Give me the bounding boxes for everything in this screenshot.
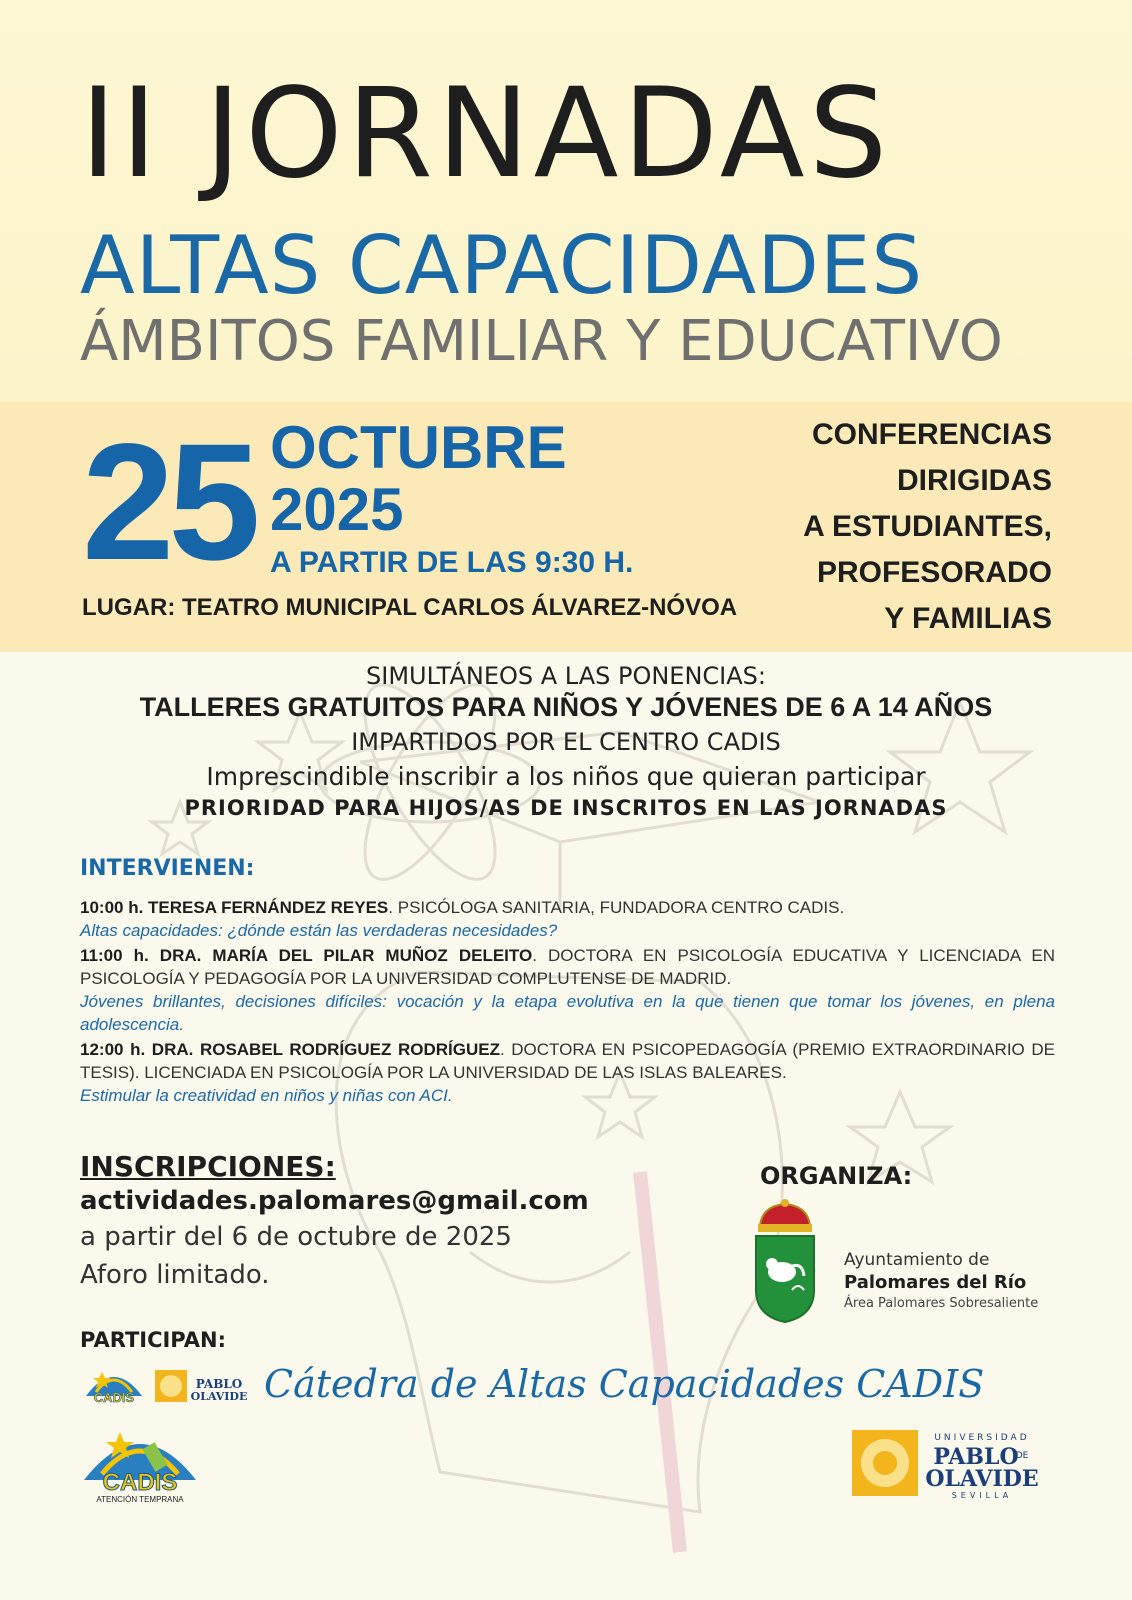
speaker-name: 10:00 h. TERESA FERNÁNDEZ REYES xyxy=(80,898,389,917)
speaker-entry xyxy=(80,896,1055,919)
cadis-logo-subtext: ATENCIÓN TEMPRANA xyxy=(96,1495,184,1504)
upo-logo-text: PABLO xyxy=(933,1444,1019,1470)
speaker-name: 11:00 h. DRA. MARÍA DEL PILAR MUÑOZ DELEITO xyxy=(80,946,533,965)
speaker-desc: . PSICÓLOGA SANITARIA, FUNDADORA CENTRO CADIS. xyxy=(388,898,845,917)
title-line2: ALTAS CAPACIDADES xyxy=(80,219,924,312)
speaker-desc: . DOCTORA EN PSICOLOGÍA EDUCATIVA Y LICENCIADA EN PSICOLOGÍA Y PEDAGOGÍA POR LA UNIVERSIDAD COMPLUTENSE DE MADRID. xyxy=(80,946,1055,988)
upo-logo-text: OLAVIDE xyxy=(925,1466,1039,1492)
speaker-entry xyxy=(80,1038,1055,1084)
registration-email[interactable]: actividades.palomares@gmail.com xyxy=(80,1186,589,1216)
audience-line: A ESTUDIANTES, xyxy=(803,510,1052,543)
registration-date: a partir del 6 de octubre de 2025 xyxy=(80,1222,512,1252)
upo-logo-text: PABLO xyxy=(195,1377,243,1391)
organizer-heading: ORGANIZA: xyxy=(760,1162,913,1190)
speakers-heading: INTERVIENEN: xyxy=(80,856,255,881)
event-time: A PARTIR DE LAS 9:30 H. xyxy=(270,546,634,579)
event-month: OCTUBRE xyxy=(270,414,567,481)
workshops-title: TALLERES GRATUITOS PARA NIÑOS Y JÓVENES DE 6 A 14 AÑOS xyxy=(139,692,993,722)
cadis-logo-large xyxy=(78,1418,202,1504)
upo-logo-text: UNIVERSIDAD xyxy=(934,1433,1030,1443)
workshops-intro: SIMULTÁNEOS A LAS PONENCIAS: xyxy=(366,662,766,690)
speaker-name: 12:00 h. DRA. ROSABEL RODRÍGUEZ RODRÍGUEZ xyxy=(80,1040,500,1059)
organizer-line3: Área Palomares Sobresaliente xyxy=(844,1296,1039,1311)
cadis-logo-text: CADIS xyxy=(93,1390,135,1405)
audience-line: DIRIGIDAS xyxy=(896,464,1052,497)
upo-logo-large xyxy=(852,1428,1040,1500)
upo-logo-text: DE xyxy=(1015,1451,1029,1461)
audience-line: PROFESORADO xyxy=(816,556,1052,589)
speaker-desc: . DOCTORA EN PSICOPEDAGOGÍA (PREMIO EXTRAORDINARIO DE TESIS). LICENCIADA EN PSICOLOGÍA POR LA UNIVERSIDAD DE LAS ISLAS BALEARES. xyxy=(80,1040,1055,1082)
cadis-logo-text: CADIS xyxy=(102,1469,178,1496)
upo-logo-text: SEVILLA xyxy=(951,1491,1013,1500)
event-year: 2025 xyxy=(270,476,404,543)
upo-logo-small xyxy=(153,1362,249,1408)
title-line1: II JORNADAS xyxy=(80,62,892,206)
audience-line: CONFERENCIAS xyxy=(811,418,1052,451)
audience-line: Y FAMILIAS xyxy=(884,602,1052,635)
organizer-line1: Ayuntamiento de xyxy=(844,1250,990,1270)
talk-title: Altas capacidades: ¿dónde están las verdaderas necesidades? xyxy=(80,921,558,940)
speakers-list xyxy=(80,896,1055,1109)
participants-heading: PARTICIPAN: xyxy=(80,1328,226,1352)
event-place: LUGAR: TEATRO MUNICIPAL CARLOS ÁLVAREZ-NÓVOA xyxy=(82,594,738,621)
workshops-note: Imprescindible inscribir a los niños que quieran participar xyxy=(206,762,926,791)
registration-heading: INSCRIPCIONES: xyxy=(80,1150,336,1183)
workshops-priority: PRIORIDAD PARA HIJOS/AS DE INSCRITOS EN LAS JORNADAS xyxy=(184,796,948,820)
talk-title: Jóvenes brillantes, decisiones difíciles: vocación y la etapa evolutiva en la que tienen que tomar los jóvenes, en plena adolescencia. xyxy=(80,992,1055,1034)
organizer-line2: Palomares del Río xyxy=(844,1272,1027,1293)
audience-block xyxy=(732,412,1052,642)
coat-of-arms-icon xyxy=(752,1198,818,1324)
cadis-logo-small xyxy=(82,1362,146,1408)
workshops-provider: IMPARTIDOS POR EL CENTRO CADIS xyxy=(351,728,781,756)
registration-capacity: Aforo limitado. xyxy=(80,1260,270,1290)
speaker-entry xyxy=(80,944,1055,990)
catedra-name: Cátedra de Altas Capacidades CADIS xyxy=(264,1362,985,1406)
title-line3: ÁMBITOS FAMILIAR Y EDUCATIVO xyxy=(80,309,1003,374)
talk-title: Estimular la creatividad en niños y niñas con ACI. xyxy=(80,1086,453,1105)
upo-logo-text: OLAVIDE xyxy=(190,1390,248,1403)
event-day: 25 xyxy=(82,410,255,595)
